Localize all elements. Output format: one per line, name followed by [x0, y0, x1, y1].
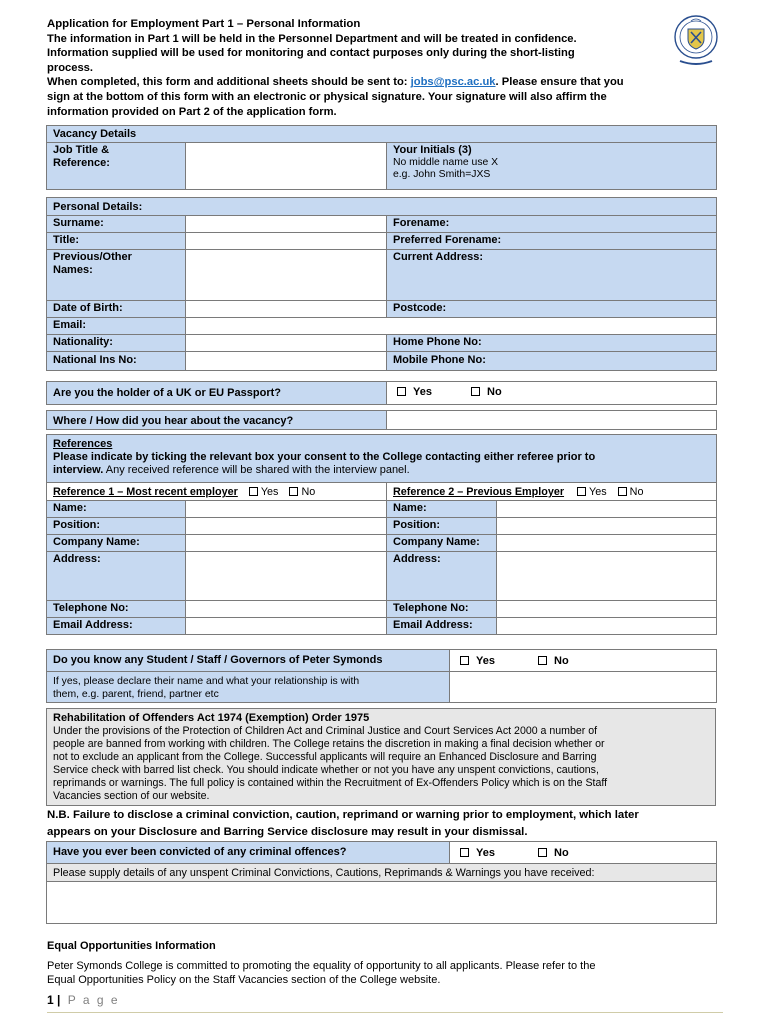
passport-question: Are you the holder of a UK or EU Passport? [47, 382, 387, 405]
ref1-company-label: Company Name: [47, 535, 186, 552]
previous-names-label: Previous/Other Names: [47, 250, 186, 301]
ref2-phone-label: Telephone No: [387, 601, 497, 618]
page-number: 1 [47, 993, 54, 1007]
passport-yes-checkbox[interactable] [397, 387, 406, 396]
current-address-field[interactable]: Current Address: [387, 250, 717, 301]
ref1-yes-checkbox[interactable] [249, 487, 258, 496]
hear-about-question: Where / How did you hear about the vacancy? [47, 411, 387, 430]
page-label: P a g e [67, 993, 120, 1007]
dob-input[interactable] [186, 301, 387, 318]
ref2-yes-checkbox[interactable] [577, 487, 586, 496]
ref2-name-label: Name: [387, 501, 497, 518]
form-header [47, 17, 719, 119]
page-footer [47, 993, 120, 1007]
email-label: Email: [47, 318, 186, 335]
postcode-field[interactable]: Postcode: [387, 301, 717, 318]
ref1-email-label: Email Address: [47, 618, 186, 635]
college-crest-logo [671, 13, 721, 71]
ref1-position-input[interactable] [186, 518, 387, 535]
personal-heading: Personal Details: [47, 198, 717, 216]
passport-no-checkbox[interactable] [471, 387, 480, 396]
ref1-phone-input[interactable] [186, 601, 387, 618]
mobile-phone-field[interactable]: Mobile Phone No: [387, 352, 717, 371]
home-phone-field[interactable]: Home Phone No: [387, 335, 717, 352]
ref1-address-label: Address: [47, 552, 186, 601]
ref2-company-input[interactable] [497, 535, 717, 552]
equal-opportunities-text: Peter Symonds College is committed to promoting the equality of opportunity to all applicants. Please refer to the Equal Opportunities Policy on the Staff Vacancies section of the College website. [47, 960, 596, 986]
ref2-company-label: Company Name: [387, 535, 497, 552]
rehabilitation-text: Under the provisions of the Protection of Children Act and Criminal Justice and Court Services Act 2000 a number of people are banned from working with children. The College retains the discretion in making a final decision whether or not to exclude an applicant from the College. Successful applicants will require an Enhanced Disclosure and Barring Service check with barred list check. You should indicate whether or not you have any unspent convictions, cautions, reprimands or warnings. The full policy is contained within the Recruitment of Ex-Offenders Policy which is on the Staff Vacancies section of our website. [53, 725, 608, 802]
know-anyone-question: Do you know any Student / Staff / Governors of Peter Symonds [47, 650, 450, 672]
nb-warning: N.B. Failure to disclose a criminal conviction, caution, reprimand or warning prior to employment, which later appears on your Disclosure and Barring Service disclosure may result in your dismissal. [47, 809, 639, 838]
ref1-name-label: Name: [47, 501, 186, 518]
references-heading: References [53, 438, 113, 450]
job-title-label: Job Title & Reference: [47, 143, 186, 190]
intro-line-2: Information supplied will be used for monitoring and contact purposes only during the short-listing [47, 47, 575, 60]
criminal-yes-checkbox[interactable] [460, 848, 469, 857]
vacancy-heading: Vacancy Details [47, 126, 717, 143]
passport-options: Yes No [387, 382, 717, 405]
intro-line-5: sign at the bottom of this form with an electronic or physical signature. Your signature will also affirm the [47, 90, 607, 103]
ref1-phone-label: Telephone No: [47, 601, 186, 618]
ref1-name-input[interactable] [186, 501, 387, 518]
initials-cell[interactable]: Your Initials (3) No middle name use X e.g. John Smith=JXS [387, 143, 717, 190]
intro-line-3: process. [47, 61, 94, 74]
rehabilitation-heading: Rehabilitation of Offenders Act 1974 (Exemption) Order 1975 [53, 712, 370, 724]
footer-separator: | [57, 993, 61, 1007]
ref2-email-label: Email Address: [387, 618, 497, 635]
criminal-table [46, 841, 717, 924]
passport-table [46, 381, 717, 405]
forename-field[interactable]: Forename: [387, 216, 717, 233]
know-anyone-details-input[interactable] [450, 672, 717, 703]
ni-input[interactable] [186, 352, 387, 371]
know-anyone-table [46, 649, 717, 703]
hear-about-table [46, 410, 717, 430]
ref2-address-input[interactable] [497, 552, 717, 601]
surname-input[interactable] [186, 216, 387, 233]
references-intro-line-1: Please indicate by ticking the relevant box your consent to the College contacting either referee prior to [53, 451, 596, 463]
preferred-forename-field[interactable]: Preferred Forename: [387, 233, 717, 250]
know-anyone-no-checkbox[interactable] [538, 656, 547, 665]
previous-names-input[interactable] [186, 250, 387, 301]
ref1-position-label: Position: [47, 518, 186, 535]
personal-details-table [46, 197, 717, 371]
know-anyone-options: Yes No [450, 650, 717, 672]
ref1-address-input[interactable] [186, 552, 387, 601]
ref1-no-checkbox[interactable] [289, 487, 298, 496]
ref2-position-input[interactable] [497, 518, 717, 535]
ref2-address-label: Address: [387, 552, 497, 601]
intro-line-4: When completed, this form and additional sheets should be sent to: jobs@psc.ac.uk. Please ensure that you [47, 76, 624, 89]
title-input[interactable] [186, 233, 387, 250]
references-intro: References Please indicate by ticking the relevant box your consent to the College contacting either referee prior to interview. Any received reference will be shared with the interview panel. [47, 435, 717, 483]
form-title: Application for Employment Part 1 – Personal Information [47, 18, 361, 30]
ref1-header: Reference 1 – Most recent employer Yes No [47, 483, 387, 501]
equal-opportunities-heading: Equal Opportunities Information [47, 940, 216, 952]
criminal-no-checkbox[interactable] [538, 848, 547, 857]
ref1-email-input[interactable] [186, 618, 387, 635]
email-input[interactable] [186, 318, 717, 335]
know-anyone-note: If yes, please declare their name and what your relationship is with them, e.g. parent, friend, partner etc [47, 672, 450, 703]
rehabilitation-box [46, 708, 716, 806]
nationality-label: Nationality: [47, 335, 186, 352]
ref2-position-label: Position: [387, 518, 497, 535]
job-title-input[interactable] [186, 143, 387, 190]
jobs-email-link[interactable]: jobs@psc.ac.uk [410, 76, 496, 89]
criminal-details-input[interactable] [47, 882, 717, 924]
ref1-company-input[interactable] [186, 535, 387, 552]
ref2-header: Reference 2 – Previous Employer Yes No [387, 483, 717, 501]
criminal-details-prompt: Please supply details of any unspent Criminal Convictions, Cautions, Reprimands & Warnings you have received: [47, 864, 717, 882]
ref2-name-input[interactable] [497, 501, 717, 518]
criminal-options: Yes No [450, 842, 717, 864]
intro-line-6: information provided on Part 2 of the application form. [47, 105, 337, 118]
vacancy-details-table [46, 125, 717, 190]
footer-rule [47, 1012, 723, 1013]
nationality-input[interactable] [186, 335, 387, 352]
ni-label: National Ins No: [47, 352, 186, 371]
criminal-question: Have you ever been convicted of any criminal offences? [47, 842, 450, 864]
ref2-phone-input[interactable] [497, 601, 717, 618]
references-table [46, 434, 717, 635]
dob-label: Date of Birth: [47, 301, 186, 318]
surname-label: Surname: [47, 216, 186, 233]
hear-about-input[interactable] [387, 411, 717, 430]
title-label: Title: [47, 233, 186, 250]
ref2-no-checkbox[interactable] [618, 487, 627, 496]
intro-line-1: The information in Part 1 will be held in the Personnel Department and will be treated in confidence. [47, 32, 577, 45]
know-anyone-yes-checkbox[interactable] [460, 656, 469, 665]
ref2-email-input[interactable] [497, 618, 717, 635]
